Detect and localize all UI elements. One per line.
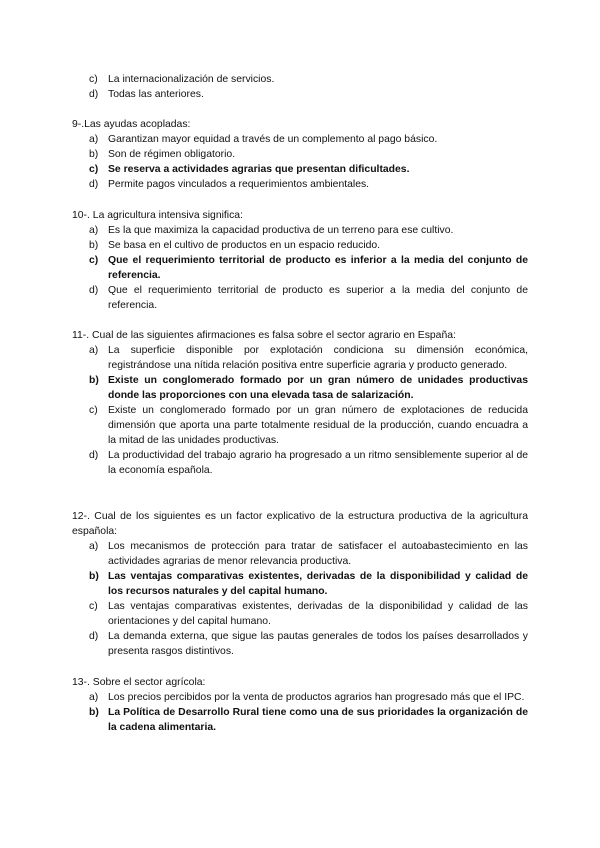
option-text: La demanda externa, que sigue las pautas generales de todos los países desarrollados y presenta rasgos distintivos. — [108, 631, 528, 657]
option-12-a — [72, 539, 528, 569]
option-12-b-correct — [72, 569, 528, 599]
option-label: d) — [89, 285, 99, 296]
option-text: La internacionalización de servicios. — [108, 74, 275, 85]
option-9-b — [72, 147, 528, 162]
option-text: Los precios percibidos por la venta de productos agrarios han progresado más que el IPC. — [108, 692, 525, 703]
question-11-stem: 11-. Cual de las siguientes afirmaciones es falsa sobre el sector agrario en España: — [72, 330, 456, 341]
option-9-c-correct — [72, 162, 528, 177]
option-text: Se reserva a actividades agrarias que presentan dificultades. — [108, 164, 410, 175]
option-text: Que el requerimiento territorial de producto es inferior a la media del conjunto de referencia. — [108, 255, 528, 281]
option-13-b-correct — [72, 705, 528, 735]
question-9-stem: 9-.Las ayudas acopladas: — [72, 119, 191, 130]
option-text: Los mecanismos de protección para tratar de satisfacer el autoabastecimiento en las actividades agrarias de menor relevancia productiva. — [108, 541, 528, 567]
option-10-c-correct — [72, 253, 528, 283]
question-prev-continuation — [72, 72, 528, 102]
option-10-d — [72, 283, 528, 313]
option-label: d) — [89, 631, 99, 642]
option-13-a — [72, 690, 528, 705]
option-label: d) — [89, 89, 99, 100]
option-11-d — [72, 448, 528, 478]
option-text: Son de régimen obligatorio. — [108, 149, 236, 160]
option-text: La superficie disponible por explotación condiciona su dimensión económica, registrándose una nítida relación positiva entre superficie agraria y producto generado. — [108, 345, 528, 371]
option-text: Existe un conglomerado formado por un gran número de explotaciones de reducida dimensión que aporta una parte totalmente residual de la producción, cuando encuadra a la mitad de las unidades productivas. — [108, 405, 528, 446]
option-text: Las ventajas comparativas existentes, derivadas de la disponibilidad y calidad de las orientaciones y del capital humano. — [108, 601, 528, 627]
question-10 — [72, 208, 528, 313]
option-text: Garantizan mayor equidad a través de un complemento al pago básico. — [108, 134, 438, 145]
option-label: a) — [89, 345, 99, 356]
option-9-a — [72, 132, 528, 147]
option-text: Que el requerimiento territorial de producto es superior a la media del conjunto de referencia. — [108, 285, 528, 311]
option-label: c) — [89, 255, 99, 266]
option-prev-c — [72, 72, 528, 87]
question-13 — [72, 675, 528, 735]
option-text: La Política de Desarrollo Rural tiene como una de sus prioridades la organización de la cadena alimentaria. — [108, 707, 528, 733]
question-13-stem: 13-. Sobre el sector agrícola: — [72, 677, 206, 688]
option-label: d) — [89, 179, 99, 190]
option-text: La productividad del trabajo agrario ha progresado a un ritmo sensiblemente superior al de la economía española. — [108, 450, 528, 476]
option-label: a) — [89, 134, 99, 145]
option-text: Todas las anteriores. — [108, 89, 204, 100]
option-text: Permite pagos vinculados a requerimientos ambientales. — [108, 179, 370, 190]
option-12-d — [72, 629, 528, 659]
question-11 — [72, 328, 528, 478]
option-label: b) — [89, 375, 99, 386]
option-10-b — [72, 238, 528, 253]
option-text: Es la que maximiza la capacidad productiva de un terreno para ese cultivo. — [108, 225, 454, 236]
option-label: a) — [89, 225, 99, 236]
option-label: c) — [89, 405, 98, 416]
option-label: a) — [89, 692, 99, 703]
option-label: d) — [89, 450, 99, 461]
option-11-a — [72, 343, 528, 373]
question-9 — [72, 117, 528, 192]
option-text: Se basa en el cultivo de productos en un espacio reducido. — [108, 240, 381, 251]
question-12-stem: 12-. Cual de los siguientes es un factor explicativo de la estructura productiva de la agricultura española: — [72, 511, 528, 537]
option-label: a) — [89, 541, 99, 552]
option-label: b) — [89, 240, 99, 251]
option-text: Existe un conglomerado formado por un gran número de unidades productivas donde las proporciones con una elevada tasa de salarización. — [108, 375, 528, 401]
option-label: b) — [89, 149, 99, 160]
option-12-c — [72, 599, 528, 629]
option-text: Las ventajas comparativas existentes, derivadas de la disponibilidad y calidad de los recursos naturales y del capital humano. — [108, 571, 528, 597]
question-12 — [72, 509, 528, 659]
question-10-stem: 10-. La agricultura intensiva significa: — [72, 210, 243, 221]
option-label: b) — [89, 707, 99, 718]
option-label: c) — [89, 164, 99, 175]
option-label: c) — [89, 74, 98, 85]
option-label: c) — [89, 601, 98, 612]
option-11-b-correct — [72, 373, 528, 403]
option-label: b) — [89, 571, 99, 582]
option-prev-d — [72, 87, 528, 102]
option-11-c — [72, 403, 528, 448]
option-10-a — [72, 223, 528, 238]
option-9-d — [72, 177, 528, 192]
